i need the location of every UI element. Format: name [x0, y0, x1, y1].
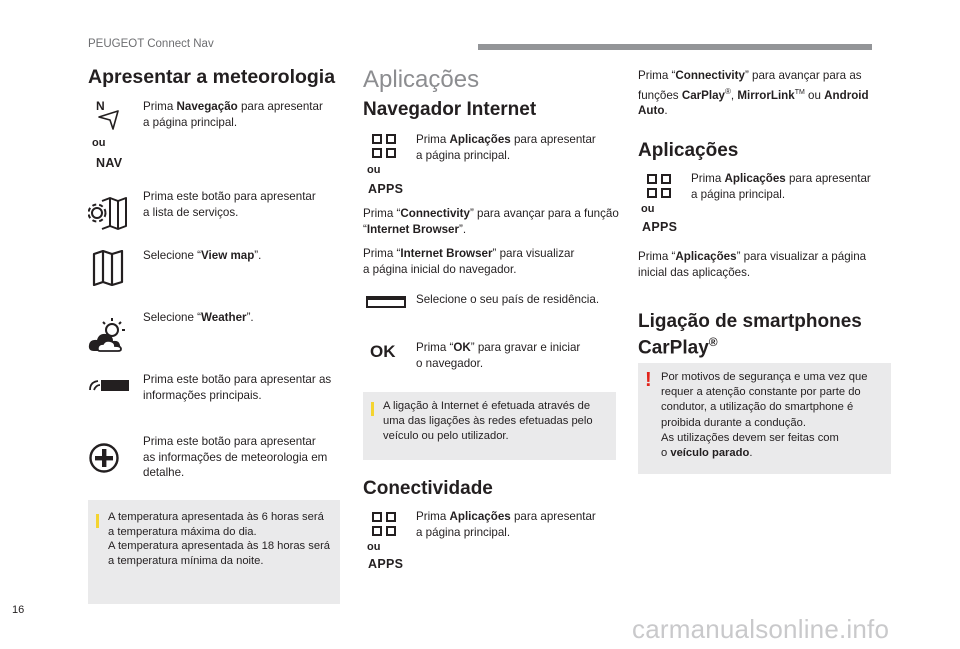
step-connectivity: Prima “Connectivity” para avançar para a função “Internet Browser”. — [363, 207, 619, 236]
or-label: ou — [367, 541, 381, 553]
services-map-icon — [88, 196, 130, 230]
header-bar — [478, 44, 872, 50]
or-label: ou — [367, 164, 381, 176]
warning-note-smartphone — [638, 363, 891, 474]
step-main-info: Prima este botão para apresentar as informações principais. — [143, 373, 332, 402]
watermark: carmanualsonline.info — [632, 614, 890, 644]
main-info-bar-icon — [88, 377, 130, 393]
ok-button-label: OK — [370, 342, 396, 361]
subtitle-apps: Aplicações — [638, 140, 739, 161]
step-weather: Selecione “Weather”. — [143, 311, 254, 324]
svg-text:N: N — [96, 99, 105, 113]
step-navigation: Prima Navegação para apresentar a página principal. — [143, 100, 323, 129]
step-view-map: Selecione “View map”. — [143, 249, 262, 262]
info-note-temperature — [88, 500, 340, 604]
step-detail: Prima este botão para apresentar as informações de meteorologia em detalhe. — [143, 435, 328, 479]
info-note-internet — [363, 392, 616, 460]
info-icon — [371, 402, 374, 416]
detail-plus-icon — [89, 443, 119, 473]
subtitle-connectivity: Conectividade — [363, 478, 493, 499]
section-title-apps: Aplicações — [363, 66, 480, 93]
note-text: A ligação à Internet é efetuada através de uma das ligações às redes efetuadas pelo veículo ou pelo utilizador. — [383, 400, 593, 442]
navigation-arrow-icon — [96, 99, 122, 133]
section-title-weather: Apresentar a meteorologia — [88, 66, 336, 88]
apps-grid-icon — [371, 133, 397, 159]
step-connectivity-apps: Prima Aplicações para apresentar a página principal. — [416, 510, 596, 539]
warning-text: Por motivos de segurança e uma vez que requer a atenção constante por parte do condutor, a utilização do smartphone é proibida durante a condução. As utilizações devem ser feitas com o veículo parado. — [661, 371, 868, 460]
text-field-icon — [366, 296, 406, 308]
apps-button-label: APPS — [642, 220, 678, 234]
step-ok: Prima “OK” para gravar e iniciar o navegador. — [416, 341, 581, 370]
subtitle-carplay: Ligação de smartphones CarPlay® — [638, 311, 862, 359]
map-icon — [92, 250, 128, 286]
apps-grid-icon — [646, 173, 672, 199]
warning-exclamation-icon: ! — [645, 369, 652, 391]
info-icon — [96, 514, 99, 528]
nav-button-label: NAV — [96, 156, 123, 170]
subtitle-internet-browser: Navegador Internet — [363, 99, 537, 120]
note-text: A temperatura apresentada às 6 horas será a temperatura máxima do dia. A temperatura apresentada às 18 horas será a temperatura mínima da noite. — [108, 511, 331, 567]
apps-grid-icon — [371, 511, 397, 537]
or-label: ou — [641, 203, 655, 215]
page-number: 16 — [12, 604, 25, 616]
step-country: Selecione o seu país de residência. — [416, 293, 600, 306]
step-connectivity-functions: Prima “Connectivity” para avançar para as funções CarPlay®, MirrorLink™ ou Android Auto. — [638, 69, 869, 117]
weather-sun-cloud-icon — [88, 318, 130, 354]
or-label: ou — [92, 137, 106, 149]
step-internet-browser: Prima “Internet Browser” para visualizar a página inicial do navegador. — [363, 247, 575, 276]
step-view-apps: Prima “Aplicações” para visualizar a página inicial das aplicações. — [638, 250, 867, 279]
step-apps-home: Prima Aplicações para apresentar a página principal. — [691, 172, 871, 201]
apps-button-label: APPS — [368, 557, 404, 571]
step-services: Prima este botão para apresentar a lista de serviços. — [143, 190, 316, 219]
header-product: PEUGEOT Connect Nav — [88, 38, 214, 50]
step-apps: Prima Aplicações para apresentar a página principal. — [416, 133, 596, 162]
apps-button-label: APPS — [368, 182, 404, 196]
